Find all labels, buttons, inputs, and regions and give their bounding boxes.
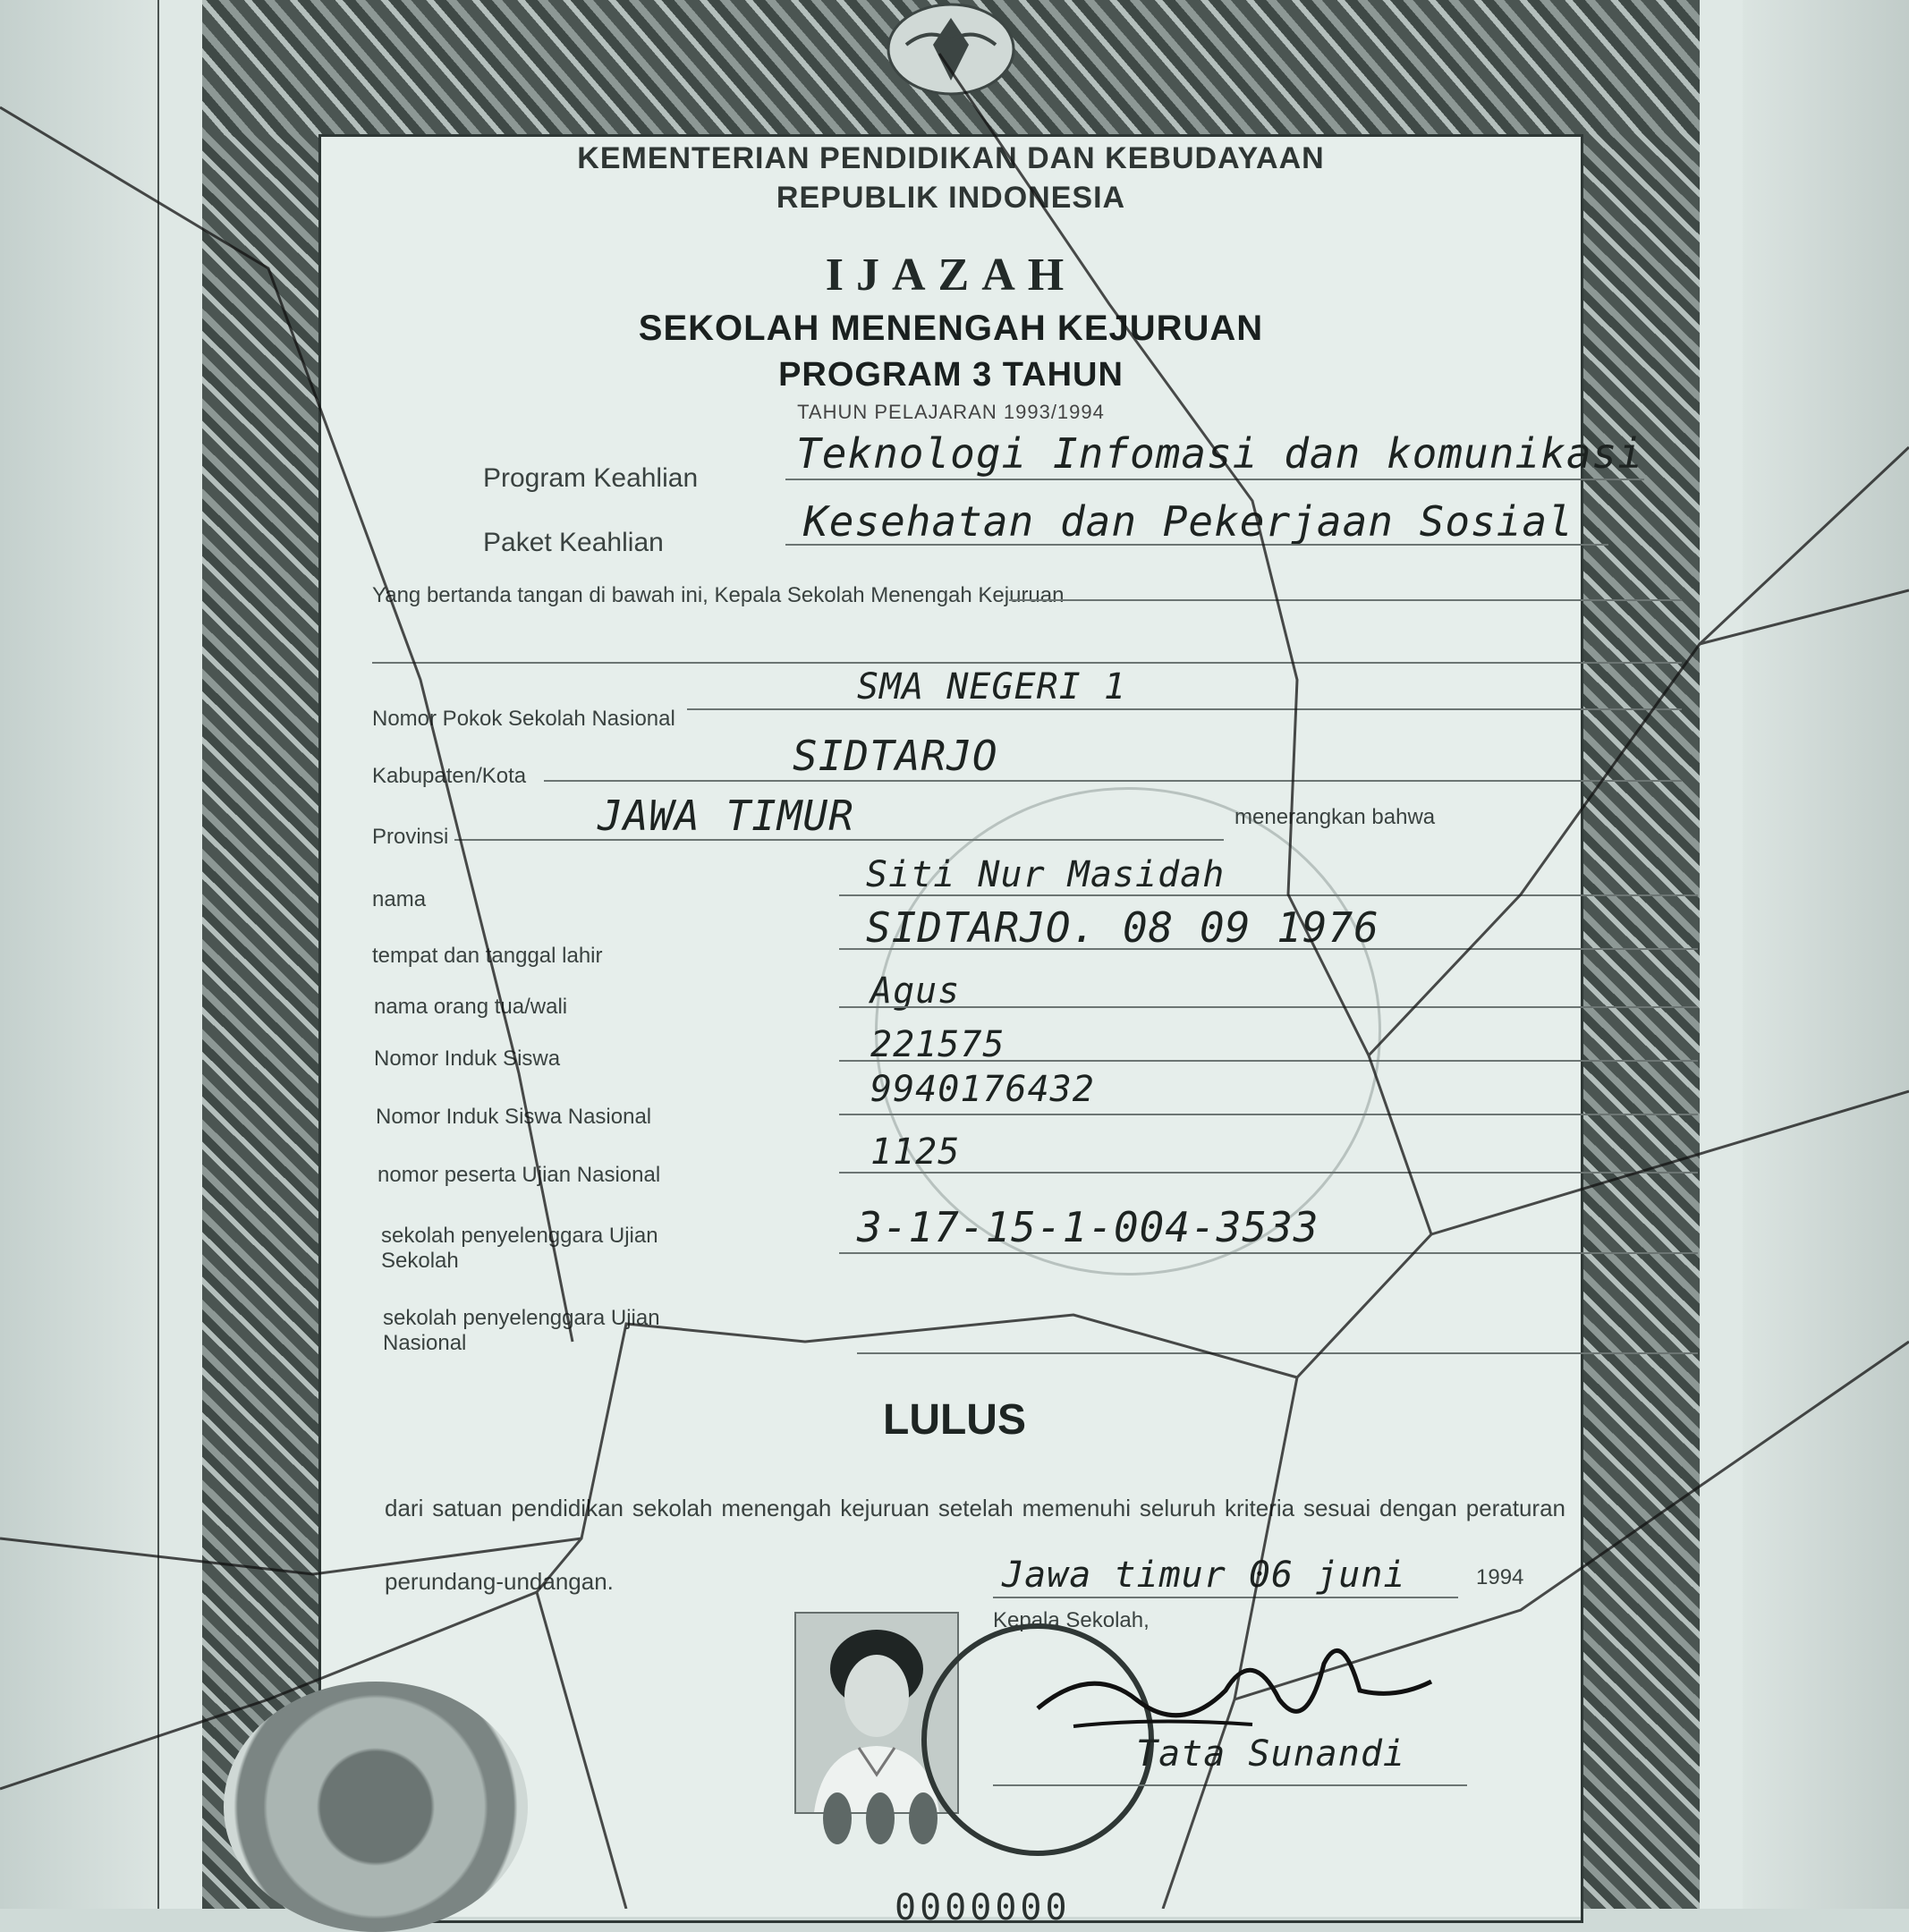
fingerprint-icon (866, 1792, 895, 1844)
ttl-label: tempat dan tanggal lahir (372, 944, 603, 968)
signature-role: Kepala Sekolah, (993, 1608, 1150, 1632)
result-status: LULUS (883, 1396, 1026, 1444)
program-keahlian-value: Teknologi Infomasi dan komunikasi (796, 429, 1643, 478)
provinsi-value: JAWA TIMUR (598, 792, 854, 840)
school-name-value: SMA NEGERI 1 (857, 666, 1126, 708)
program-heading: PROGRAM 3 TAHUN (778, 356, 1124, 394)
nama-label: nama (372, 887, 427, 911)
kabupaten-value: SIDTARJO (793, 732, 998, 780)
orang-tua-value: Agus (870, 970, 961, 1012)
result-statement: dari satuan pendidikan sekolah menengah kejuruan setelah memenuhi seluruh kriteria sesuai dengan peraturan perundang-undangan. (385, 1495, 1565, 1595)
field-line (454, 839, 1224, 841)
signature-year: 1994 (1476, 1565, 1524, 1589)
provinsi-label: Provinsi (372, 825, 449, 849)
field-line (993, 1597, 1458, 1598)
intro-text: Yang bertanda tangan di bawah ini, Kepala Sekolah Menengah Kejuruan (372, 583, 1065, 607)
school-logo-stamp (224, 1682, 528, 1932)
field-line (839, 1172, 1698, 1174)
field-line (785, 544, 1608, 546)
field-line (839, 1114, 1698, 1115)
paket-keahlian-value: Kesehatan dan Pekerjaan Sosial (803, 497, 1574, 546)
nis-value: 221575 (870, 1024, 1005, 1065)
principal-name: Tata Sunandi (1136, 1733, 1405, 1775)
fingerprint-icon (823, 1792, 852, 1844)
field-line (839, 1006, 1698, 1008)
field-line (993, 1784, 1467, 1786)
nis-label: Nomor Induk Siswa (374, 1046, 561, 1071)
field-line (857, 1352, 1698, 1354)
nisn-label: Nomor Induk Siswa Nasional (376, 1105, 652, 1129)
nisn-value: 9940176432 (870, 1069, 1095, 1110)
document-title: IJAZAH (825, 250, 1077, 301)
penyelenggara-us-label: sekolah penyelenggara Ujian Sekolah (381, 1224, 658, 1273)
program-keahlian-label: Program Keahlian (483, 463, 699, 493)
field-line (687, 708, 1682, 710)
field-line (839, 1060, 1698, 1062)
fingerprint-icon (909, 1792, 938, 1844)
field-line (785, 479, 1644, 480)
background-right (1743, 0, 1909, 1909)
field-line (372, 662, 1682, 664)
ministry-heading: KEMENTERIAN PENDIDIKAN DAN KEBUDAYAAN (577, 141, 1325, 175)
academic-year: TAHUN PELAJARAN 1993/1994 (797, 401, 1105, 423)
place-date-value: Jawa timur 06 juni (1002, 1555, 1406, 1596)
field-line (839, 894, 1698, 896)
field-line (1009, 599, 1682, 601)
background-left (0, 0, 161, 1909)
signature-scribble (1020, 1610, 1449, 1753)
peserta-un-value: 1125 (870, 1131, 961, 1173)
serial-number: 0000000 (895, 1887, 1071, 1928)
kabupaten-label: Kabupaten/Kota (372, 764, 527, 788)
field-line (544, 780, 1682, 782)
provinsi-suffix: menerangkan bahwa (1234, 805, 1436, 829)
paket-keahlian-label: Paket Keahlian (483, 528, 664, 557)
field-line (839, 948, 1698, 950)
nama-value: Siti Nur Masidah (866, 854, 1226, 895)
npsn-label: Nomor Pokok Sekolah Nasional (372, 707, 675, 731)
school-type-heading: SEKOLAH MENENGAH KEJURUAN (638, 309, 1264, 348)
penyelenggara-un-label: sekolah penyelenggara Ujian Nasional (383, 1306, 660, 1355)
peserta-un-label: nomor peserta Ujian Nasional (378, 1163, 661, 1187)
field-line (839, 1252, 1698, 1254)
republic-heading: REPUBLIK INDONESIA (776, 181, 1126, 215)
ttl-value: SIDTARJO. 08 09 1976 (866, 903, 1379, 952)
garuda-emblem-icon (870, 0, 1031, 98)
penyelenggara-us-value: 3-17-15-1-004-3533 (857, 1203, 1319, 1251)
orang-tua-label: nama orang tua/wali (374, 995, 568, 1019)
